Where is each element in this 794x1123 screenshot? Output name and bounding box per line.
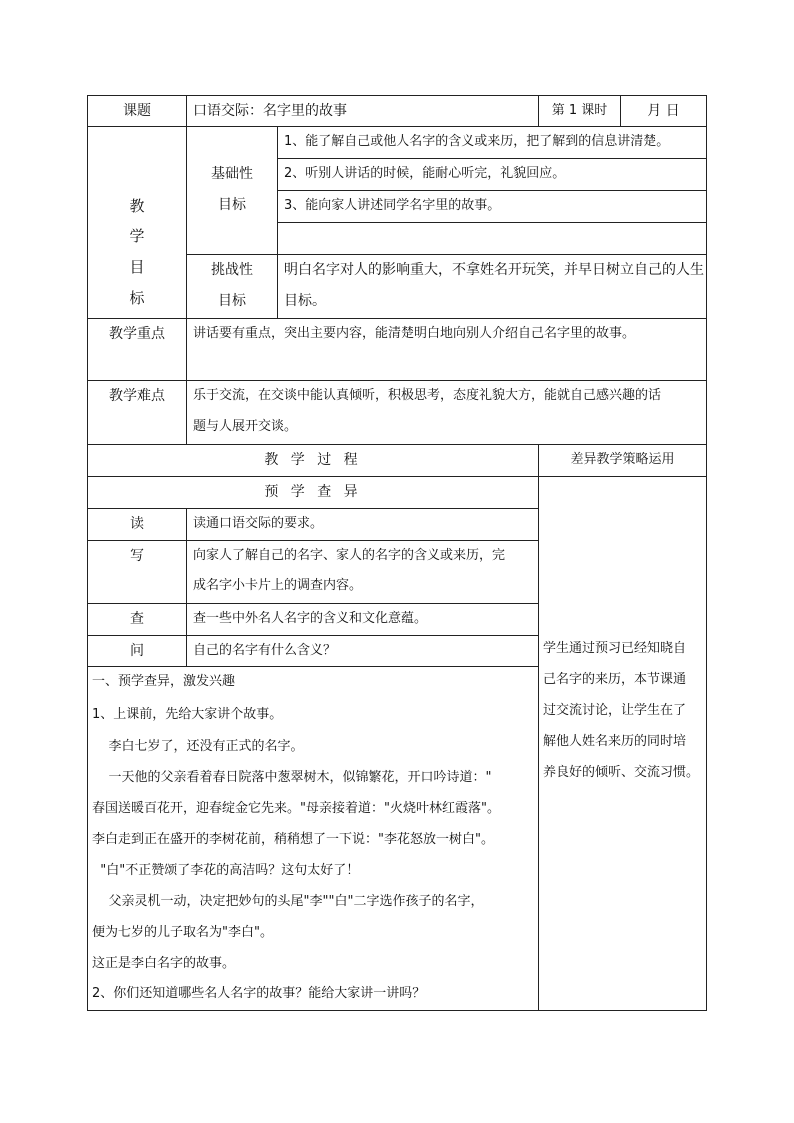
strategy-text: 己名字的来历，本节课通 bbox=[543, 672, 687, 687]
preview-row-label: 读 bbox=[130, 516, 144, 532]
strategy-text: 养良好的倾听、交流习惯。 bbox=[543, 765, 700, 780]
preview-row-label: 写 bbox=[130, 548, 144, 564]
key-point-text: 讲话要有重点，突出主要内容，能清楚明白地向别人介绍自己名字里的故事。 bbox=[193, 326, 636, 341]
preview-row-text: 成名字小卡片上的调查内容。 bbox=[193, 578, 363, 593]
basic-objective-item: 2、听别人讲话的时候，能耐心听完，礼貌回应。 bbox=[284, 166, 566, 181]
process-body-line: 一天他的父亲看着春日院落中葱翠树木，似锦繁花，开口吟诗道：" bbox=[92, 770, 492, 785]
preview-row-text: 读通口语交际的要求。 bbox=[193, 516, 324, 531]
process-header: 教 学 过 程 bbox=[264, 452, 362, 468]
process-body-line: 1、上课前，先给大家讲个故事。 bbox=[92, 707, 283, 722]
preview-row-text: 自己的名字有什么含义？ bbox=[193, 643, 337, 658]
challenge-objective-text: 目标。 bbox=[284, 293, 326, 309]
preview-row-label: 问 bbox=[130, 643, 144, 659]
rule bbox=[186, 508, 187, 666]
process-body-line: 这正是李白名字的故事。 bbox=[92, 956, 236, 971]
basic-objective-label: 基础性 bbox=[211, 166, 253, 182]
basic-objective-label: 目标 bbox=[218, 197, 246, 213]
challenge-objective-text: 明白名字对人的影响重大，不拿姓名开玩笑，并早日树立自己的人生 bbox=[284, 262, 704, 278]
process-body-line: 李白七岁了，还没有正式的名字。 bbox=[92, 739, 304, 754]
lesson-period: 第 1 课时 bbox=[551, 103, 608, 118]
table-border-right bbox=[706, 95, 707, 1011]
process-body-line: 春国送暖百花开，迎春绽金它先来。"母亲接着道："火烧叶林红霞落"。 bbox=[92, 801, 500, 816]
preview-header: 预 学 查 异 bbox=[264, 484, 362, 500]
topic-title: 口语交际：名字里的故事 bbox=[193, 103, 347, 119]
process-body-line: 李白走到正在盛开的李树花前，稍稍想了一下说："李花怒放一树白"。 bbox=[92, 832, 494, 847]
topic-label: 课题 bbox=[123, 103, 151, 119]
process-body-line: 便为七岁的儿子取名为"李白"。 bbox=[92, 925, 273, 940]
preview-row-text: 向家人了解自己的名字、家人的名字的含义或来历，完 bbox=[193, 548, 506, 563]
table-border-bottom bbox=[87, 1010, 707, 1011]
difficulty-text: 乐于交流，在交谈中能认真倾听，积极思考，态度礼貌大方，能就自己感兴趣的话 bbox=[193, 388, 662, 403]
process-body-line: "白"不正赞颂了李花的高洁吗？这句太好了！ bbox=[92, 863, 360, 878]
challenge-objective-label: 目标 bbox=[218, 293, 246, 309]
basic-objective-item bbox=[284, 223, 704, 254]
objectives-side-label-char: 教 bbox=[129, 197, 145, 215]
objectives-side-label-char: 目 bbox=[129, 258, 145, 276]
difficulty-text: 题与人展开交谈。 bbox=[193, 419, 298, 434]
preview-row-label: 查 bbox=[130, 611, 144, 627]
objectives-side-label-char: 标 bbox=[129, 289, 145, 307]
process-body-line: 父亲灵机一动，决定把妙句的头尾"李""白"二字选作孩子的名字， bbox=[92, 894, 484, 909]
challenge-objective-label: 挑战性 bbox=[211, 262, 253, 278]
key-point-label: 教学重点 bbox=[109, 326, 165, 342]
objectives-side-label-char: 学 bbox=[129, 227, 145, 245]
rule bbox=[538, 444, 539, 1010]
basic-objective-item: 3、能向家人讲述同学名字里的故事。 bbox=[284, 198, 501, 213]
lesson-date: 月 日 bbox=[647, 103, 680, 119]
basic-objective-item: 1、能了解自己或他人名字的含义或来历，把了解到的信息讲清楚。 bbox=[284, 134, 670, 149]
strategy-text: 学生通过预习已经知晓自 bbox=[543, 641, 687, 656]
process-body-line: 2、你们还知道哪些名人名字的故事？能给大家讲一讲吗？ bbox=[92, 986, 426, 1001]
rule bbox=[277, 126, 278, 318]
strategy-text: 过交流讨论，让学生在了 bbox=[543, 703, 687, 718]
strategy-header: 差异教学策略运用 bbox=[570, 452, 675, 467]
difficulty-label: 教学难点 bbox=[109, 388, 165, 404]
preview-row-text: 查一些中外名人名字的含义和文化意蕴。 bbox=[193, 611, 428, 626]
strategy-text: 解他人姓名来历的同时培 bbox=[543, 734, 687, 749]
process-body-line: 一、预学查异，激发兴趣 bbox=[92, 674, 236, 689]
